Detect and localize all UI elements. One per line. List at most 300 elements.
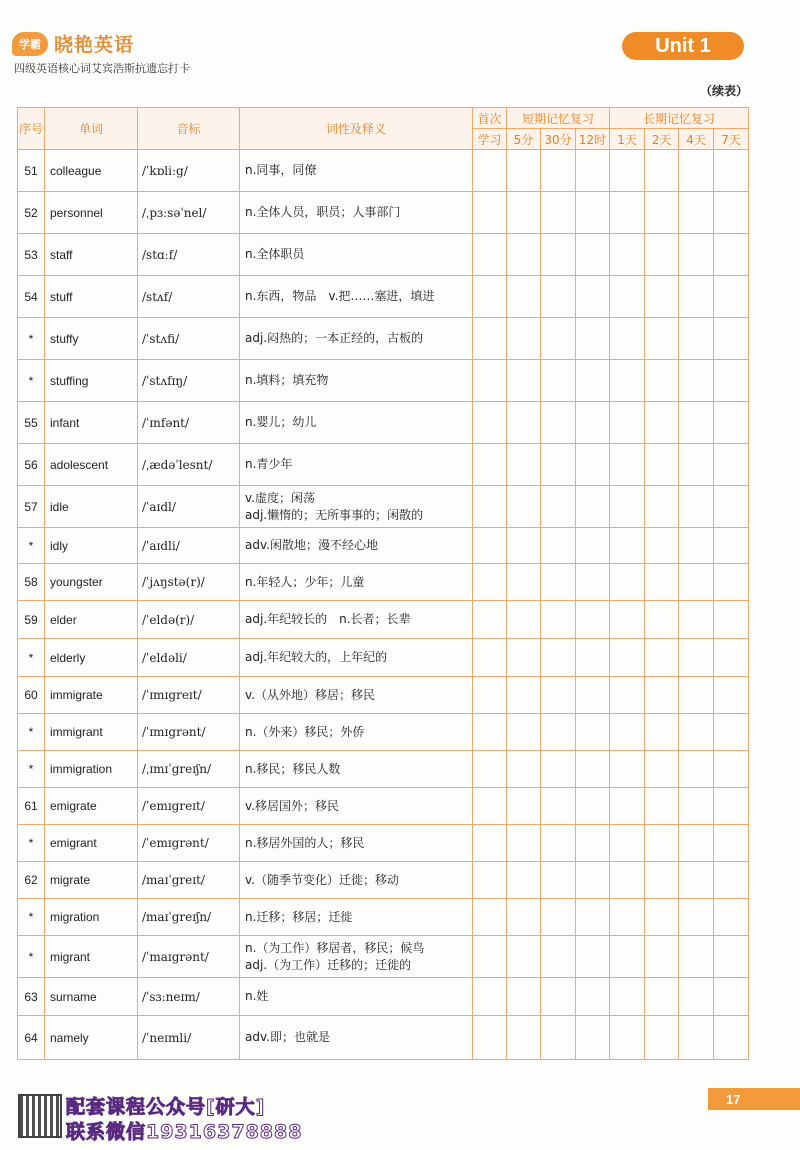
definition-line: adj.懒惰的；无所事事的；闲散的 <box>245 507 424 522</box>
checkbox-cell[interactable] <box>610 714 645 751</box>
header-first-2: 学习 <box>473 129 507 150</box>
checkbox-cell[interactable] <box>541 936 576 978</box>
checkbox-cell[interactable] <box>645 601 679 639</box>
checkbox-cell[interactable] <box>576 751 610 788</box>
row-number: 51 <box>18 150 45 192</box>
checkbox-cell[interactable] <box>714 564 749 601</box>
checkbox-cell[interactable] <box>507 788 541 825</box>
row-number: 57 <box>18 486 45 528</box>
checkbox-cell[interactable] <box>645 899 679 936</box>
checkbox-cell[interactable] <box>679 564 714 601</box>
checkbox-cell[interactable] <box>473 444 507 486</box>
row-word: migrate <box>45 862 138 899</box>
checkbox-cell[interactable] <box>679 528 714 564</box>
checkbox-cell[interactable] <box>610 150 645 192</box>
row-phonetic: /ˈɪnfənt/ <box>138 402 240 444</box>
checkbox-cell[interactable] <box>473 150 507 192</box>
table-row <box>18 564 749 601</box>
definition-line: adj.（为工作）迁移的；迁徙的 <box>245 957 412 972</box>
checkbox-cell[interactable] <box>473 402 507 444</box>
checkbox-cell[interactable] <box>507 360 541 402</box>
row-word: idle <box>45 486 138 528</box>
row-definition <box>240 788 473 825</box>
checkbox-cell[interactable] <box>714 402 749 444</box>
table-row <box>18 978 749 1016</box>
checkbox-cell[interactable] <box>507 936 541 978</box>
table-row <box>18 714 749 751</box>
checkbox-cell[interactable] <box>679 192 714 234</box>
header-num: 序号 <box>18 108 45 150</box>
checkbox-cell[interactable] <box>679 639 714 677</box>
checkbox-cell[interactable] <box>679 825 714 862</box>
checkbox-cell[interactable] <box>507 528 541 564</box>
checkbox-cell[interactable] <box>610 444 645 486</box>
row-number: 56 <box>18 444 45 486</box>
row-word: emigrate <box>45 788 138 825</box>
definition-line: n.姓 <box>245 989 269 1003</box>
checkbox-cell[interactable] <box>714 1016 749 1060</box>
checkbox-cell[interactable] <box>473 825 507 862</box>
logo-icon: 学霸 <box>12 32 48 56</box>
checkbox-cell[interactable] <box>679 486 714 528</box>
checkbox-cell[interactable] <box>576 528 610 564</box>
row-phonetic: /maɪˈgreɪʃn/ <box>138 899 240 936</box>
checkbox-cell[interactable] <box>714 639 749 677</box>
row-word: personnel <box>45 192 138 234</box>
checkbox-cell[interactable] <box>714 360 749 402</box>
header-4day: 4天 <box>679 129 714 150</box>
definition-line: v.（从外地）移居；移民 <box>245 687 375 702</box>
checkbox-cell[interactable] <box>679 899 714 936</box>
row-word: infant <box>45 402 138 444</box>
header-word: 单词 <box>45 108 138 150</box>
checkbox-cell[interactable] <box>507 150 541 192</box>
row-definition <box>240 677 473 714</box>
checkbox-cell[interactable] <box>645 564 679 601</box>
checkbox-cell[interactable] <box>714 825 749 862</box>
checkbox-cell[interactable] <box>507 751 541 788</box>
checkbox-cell[interactable] <box>610 936 645 978</box>
checkbox-cell[interactable] <box>576 1016 610 1060</box>
header-long-term: 长期记忆复习 <box>610 108 749 129</box>
checkbox-cell[interactable] <box>473 1016 507 1060</box>
checkbox-cell[interactable] <box>714 318 749 360</box>
checkbox-cell[interactable] <box>576 601 610 639</box>
checkbox-cell[interactable] <box>679 150 714 192</box>
checkbox-cell[interactable] <box>645 234 679 276</box>
checkbox-cell[interactable] <box>507 234 541 276</box>
row-word: stuff <box>45 276 138 318</box>
table-row <box>18 751 749 788</box>
checkbox-cell[interactable] <box>541 714 576 751</box>
checkbox-cell[interactable] <box>610 564 645 601</box>
checkbox-cell[interactable] <box>541 862 576 899</box>
checkbox-cell[interactable] <box>645 788 679 825</box>
checkbox-cell[interactable] <box>714 234 749 276</box>
checkbox-cell[interactable] <box>576 486 610 528</box>
checkbox-cell[interactable] <box>714 714 749 751</box>
checkbox-cell[interactable] <box>610 402 645 444</box>
checkbox-cell[interactable] <box>576 862 610 899</box>
checkbox-cell[interactable] <box>507 825 541 862</box>
row-word: emigrant <box>45 825 138 862</box>
checkbox-cell[interactable] <box>610 978 645 1016</box>
checkbox-cell[interactable] <box>507 899 541 936</box>
checkbox-cell[interactable] <box>473 862 507 899</box>
checkbox-cell[interactable] <box>541 677 576 714</box>
header-12h: 12时 <box>576 129 610 150</box>
checkbox-cell[interactable] <box>714 862 749 899</box>
checkbox-cell[interactable] <box>541 192 576 234</box>
checkbox-cell[interactable] <box>645 751 679 788</box>
checkbox-cell[interactable] <box>714 276 749 318</box>
checkbox-cell[interactable] <box>610 360 645 402</box>
table-row <box>18 788 749 825</box>
header-phonetic: 音标 <box>138 108 240 150</box>
checkbox-cell[interactable] <box>645 639 679 677</box>
checkbox-cell[interactable] <box>679 360 714 402</box>
checkbox-cell[interactable] <box>507 192 541 234</box>
checkbox-cell[interactable] <box>576 825 610 862</box>
row-definition <box>240 318 473 360</box>
checkbox-cell[interactable] <box>576 639 610 677</box>
checkbox-cell[interactable] <box>645 825 679 862</box>
row-word: immigrant <box>45 714 138 751</box>
checkbox-cell[interactable] <box>610 234 645 276</box>
checkbox-cell[interactable] <box>714 978 749 1016</box>
checkbox-cell[interactable] <box>473 192 507 234</box>
row-definition <box>240 1016 473 1060</box>
vocab-table <box>17 107 749 1060</box>
row-number: * <box>18 825 45 862</box>
checkbox-cell[interactable] <box>645 444 679 486</box>
row-word: immigration <box>45 751 138 788</box>
header-1day: 1天 <box>610 129 645 150</box>
checkbox-cell[interactable] <box>473 528 507 564</box>
checkbox-cell[interactable] <box>576 318 610 360</box>
checkbox-cell[interactable] <box>714 601 749 639</box>
row-word: stuffing <box>45 360 138 402</box>
row-definition <box>240 276 473 318</box>
row-phonetic: /ˈjʌŋstə(r)/ <box>138 564 240 601</box>
brand-logo <box>12 30 134 57</box>
row-number: 55 <box>18 402 45 444</box>
checkbox-cell[interactable] <box>541 601 576 639</box>
row-definition <box>240 486 473 528</box>
checkbox-cell[interactable] <box>610 639 645 677</box>
checkbox-cell[interactable] <box>541 1016 576 1060</box>
checkbox-cell[interactable] <box>541 528 576 564</box>
checkbox-cell[interactable] <box>541 150 576 192</box>
checkbox-cell[interactable] <box>507 318 541 360</box>
checkbox-cell[interactable] <box>645 528 679 564</box>
definition-line: n.青少年 <box>245 457 293 471</box>
checkbox-cell[interactable] <box>507 639 541 677</box>
checkbox-cell[interactable] <box>473 318 507 360</box>
checkbox-cell[interactable] <box>610 192 645 234</box>
row-phonetic: /ˈsɜːneɪm/ <box>138 978 240 1016</box>
checkbox-cell[interactable] <box>679 714 714 751</box>
checkbox-cell[interactable] <box>541 564 576 601</box>
checkbox-cell[interactable] <box>576 899 610 936</box>
checkbox-cell[interactable] <box>714 150 749 192</box>
row-definition <box>240 899 473 936</box>
checkbox-cell[interactable] <box>541 486 576 528</box>
definition-line: n.全体人员，职员；人事部门 <box>245 205 401 219</box>
checkbox-cell[interactable] <box>507 714 541 751</box>
checkbox-cell[interactable] <box>541 318 576 360</box>
checkbox-cell[interactable] <box>541 639 576 677</box>
row-phonetic: /ˌpɜːsəˈnel/ <box>138 192 240 234</box>
checkbox-cell[interactable] <box>473 234 507 276</box>
table-row <box>18 150 749 192</box>
row-number: 60 <box>18 677 45 714</box>
table-row <box>18 677 749 714</box>
checkbox-cell[interactable] <box>576 276 610 318</box>
checkbox-cell[interactable] <box>714 936 749 978</box>
checkbox-cell[interactable] <box>645 276 679 318</box>
checkbox-cell[interactable] <box>679 402 714 444</box>
checkbox-cell[interactable] <box>714 192 749 234</box>
row-phonetic: /ˈemɪgrənt/ <box>138 825 240 862</box>
row-phonetic: /ˌædəˈlesnt/ <box>138 444 240 486</box>
row-definition <box>240 751 473 788</box>
checkbox-cell[interactable] <box>473 899 507 936</box>
checkbox-cell[interactable] <box>610 528 645 564</box>
definition-line: n.东西，物品 v.把……塞进，填进 <box>245 289 435 303</box>
row-definition <box>240 862 473 899</box>
row-number: * <box>18 899 45 936</box>
checkbox-cell[interactable] <box>714 528 749 564</box>
checkbox-cell[interactable] <box>679 601 714 639</box>
checkbox-cell[interactable] <box>610 601 645 639</box>
checkbox-cell[interactable] <box>541 751 576 788</box>
continued-label: （续表） <box>699 84 748 98</box>
checkbox-cell[interactable] <box>714 788 749 825</box>
checkbox-cell[interactable] <box>507 444 541 486</box>
definition-line: n.（为工作）移居者，移民；候鸟 <box>245 940 425 955</box>
header-30min: 30分 <box>541 129 576 150</box>
checkbox-cell[interactable] <box>679 978 714 1016</box>
row-word: adolescent <box>45 444 138 486</box>
header-definition: 词性及释义 <box>240 108 473 150</box>
row-phonetic: /ˈeldəli/ <box>138 639 240 677</box>
checkbox-cell[interactable] <box>576 192 610 234</box>
definition-line: adj.闷热的；一本正经的，古板的 <box>245 331 424 345</box>
checkbox-cell[interactable] <box>507 601 541 639</box>
checkbox-cell[interactable] <box>541 234 576 276</box>
checkbox-cell[interactable] <box>576 788 610 825</box>
checkbox-cell[interactable] <box>576 714 610 751</box>
checkbox-cell[interactable] <box>679 276 714 318</box>
checkbox-cell[interactable] <box>645 978 679 1016</box>
checkbox-cell[interactable] <box>473 751 507 788</box>
row-phonetic: /ˈstʌfi/ <box>138 318 240 360</box>
checkbox-cell[interactable] <box>645 677 679 714</box>
table-row <box>18 601 749 639</box>
definition-line: n.移居外国的人；移民 <box>245 835 365 850</box>
checkbox-cell[interactable] <box>645 486 679 528</box>
checkbox-cell[interactable] <box>473 486 507 528</box>
checkbox-cell[interactable] <box>473 714 507 751</box>
checkbox-cell[interactable] <box>541 276 576 318</box>
row-definition <box>240 150 473 192</box>
table-row <box>18 234 749 276</box>
checkbox-cell[interactable] <box>714 751 749 788</box>
checkbox-cell[interactable] <box>473 788 507 825</box>
checkbox-cell[interactable] <box>576 150 610 192</box>
checkbox-cell[interactable] <box>645 360 679 402</box>
checkbox-cell[interactable] <box>610 1016 645 1060</box>
checkbox-cell[interactable] <box>610 486 645 528</box>
checkbox-cell[interactable] <box>679 234 714 276</box>
checkbox-cell[interactable] <box>714 444 749 486</box>
row-definition <box>240 528 473 564</box>
checkbox-cell[interactable] <box>645 1016 679 1060</box>
checkbox-cell[interactable] <box>610 862 645 899</box>
row-phonetic: /ˈemɪgreɪt/ <box>138 788 240 825</box>
checkbox-cell[interactable] <box>679 1016 714 1060</box>
row-phonetic: /ˈmaɪgrənt/ <box>138 936 240 978</box>
checkbox-cell[interactable] <box>507 862 541 899</box>
checkbox-cell[interactable] <box>576 402 610 444</box>
checkbox-cell[interactable] <box>541 825 576 862</box>
checkbox-cell[interactable] <box>576 978 610 1016</box>
checkbox-cell[interactable] <box>507 276 541 318</box>
row-number: * <box>18 360 45 402</box>
row-phonetic: /ˈɪmɪgrənt/ <box>138 714 240 751</box>
row-word: elder <box>45 601 138 639</box>
checkbox-cell[interactable] <box>473 564 507 601</box>
checkbox-cell[interactable] <box>541 444 576 486</box>
checkbox-cell[interactable] <box>645 150 679 192</box>
checkbox-cell[interactable] <box>576 444 610 486</box>
checkbox-cell[interactable] <box>645 862 679 899</box>
row-word: stuffy <box>45 318 138 360</box>
checkbox-cell[interactable] <box>576 936 610 978</box>
row-word: migrant <box>45 936 138 978</box>
row-number: * <box>18 936 45 978</box>
checkbox-cell[interactable] <box>679 862 714 899</box>
checkbox-cell[interactable] <box>679 936 714 978</box>
row-number: 52 <box>18 192 45 234</box>
checkbox-cell[interactable] <box>714 486 749 528</box>
checkbox-cell[interactable] <box>714 677 749 714</box>
checkbox-cell[interactable] <box>679 751 714 788</box>
definition-line: v.（随季节变化）迁徙；移动 <box>245 872 399 887</box>
table-row <box>18 318 749 360</box>
row-definition <box>240 936 473 978</box>
checkbox-cell[interactable] <box>679 318 714 360</box>
definition-line: adj.年纪较大的，上年纪的 <box>245 650 388 664</box>
checkbox-cell[interactable] <box>541 899 576 936</box>
checkbox-cell[interactable] <box>473 639 507 677</box>
tagline: 四级英语核心词艾宾浩斯抗遗忘打卡 <box>14 62 190 75</box>
checkbox-cell[interactable] <box>610 677 645 714</box>
row-number: 62 <box>18 862 45 899</box>
table-row <box>18 276 749 318</box>
checkbox-cell[interactable] <box>610 751 645 788</box>
checkbox-cell[interactable] <box>473 601 507 639</box>
checkbox-cell[interactable] <box>507 1016 541 1060</box>
definition-line: n.婴儿；幼儿 <box>245 415 317 429</box>
checkbox-cell[interactable] <box>679 788 714 825</box>
table-row <box>18 862 749 899</box>
row-number: 58 <box>18 564 45 601</box>
row-phonetic: /ˈeldə(r)/ <box>138 601 240 639</box>
row-word: migration <box>45 899 138 936</box>
row-definition <box>240 192 473 234</box>
checkbox-cell[interactable] <box>576 360 610 402</box>
promo-line-2: 联系微信19316378888 <box>66 1121 303 1143</box>
table-row <box>18 639 749 677</box>
row-definition <box>240 402 473 444</box>
checkbox-cell[interactable] <box>576 564 610 601</box>
checkbox-cell[interactable] <box>645 318 679 360</box>
row-phonetic: /ˈaɪdl/ <box>138 486 240 528</box>
checkbox-cell[interactable] <box>679 444 714 486</box>
table-row <box>18 402 749 444</box>
checkbox-cell[interactable] <box>645 192 679 234</box>
checkbox-cell[interactable] <box>473 936 507 978</box>
checkbox-cell[interactable] <box>610 276 645 318</box>
checkbox-cell[interactable] <box>714 899 749 936</box>
checkbox-cell[interactable] <box>645 936 679 978</box>
row-phonetic: /stɑːf/ <box>138 234 240 276</box>
row-word: namely <box>45 1016 138 1060</box>
row-word: idly <box>45 528 138 564</box>
checkbox-cell[interactable] <box>576 677 610 714</box>
row-phonetic: /ˈstʌfɪŋ/ <box>138 360 240 402</box>
checkbox-cell[interactable] <box>507 677 541 714</box>
checkbox-cell[interactable] <box>610 318 645 360</box>
qr-code-icon <box>18 1094 62 1138</box>
definition-line: adv.即；也就是 <box>245 1030 330 1044</box>
checkbox-cell[interactable] <box>610 825 645 862</box>
row-number: * <box>18 751 45 788</box>
checkbox-cell[interactable] <box>610 899 645 936</box>
page-number: 17 <box>708 1088 800 1110</box>
checkbox-cell[interactable] <box>541 360 576 402</box>
table-row <box>18 825 749 862</box>
checkbox-cell[interactable] <box>473 276 507 318</box>
brand-name: 晓艳英语 <box>54 34 135 56</box>
checkbox-cell[interactable] <box>473 360 507 402</box>
checkbox-cell[interactable] <box>645 714 679 751</box>
checkbox-cell[interactable] <box>507 564 541 601</box>
header-short-term: 短期记忆复习 <box>507 108 610 129</box>
row-number: * <box>18 714 45 751</box>
checkbox-cell[interactable] <box>541 788 576 825</box>
table-row <box>18 1016 749 1060</box>
checkbox-cell[interactable] <box>541 402 576 444</box>
checkbox-cell[interactable] <box>473 677 507 714</box>
checkbox-cell[interactable] <box>610 788 645 825</box>
row-phonetic: /stʌf/ <box>138 276 240 318</box>
table-row <box>18 936 749 978</box>
row-word: elderly <box>45 639 138 677</box>
checkbox-cell[interactable] <box>645 402 679 444</box>
checkbox-cell[interactable] <box>507 978 541 1016</box>
checkbox-cell[interactable] <box>541 978 576 1016</box>
checkbox-cell[interactable] <box>576 234 610 276</box>
checkbox-cell[interactable] <box>473 978 507 1016</box>
checkbox-cell[interactable] <box>679 677 714 714</box>
row-number: * <box>18 528 45 564</box>
checkbox-cell[interactable] <box>507 402 541 444</box>
row-definition <box>240 601 473 639</box>
checkbox-cell[interactable] <box>507 486 541 528</box>
